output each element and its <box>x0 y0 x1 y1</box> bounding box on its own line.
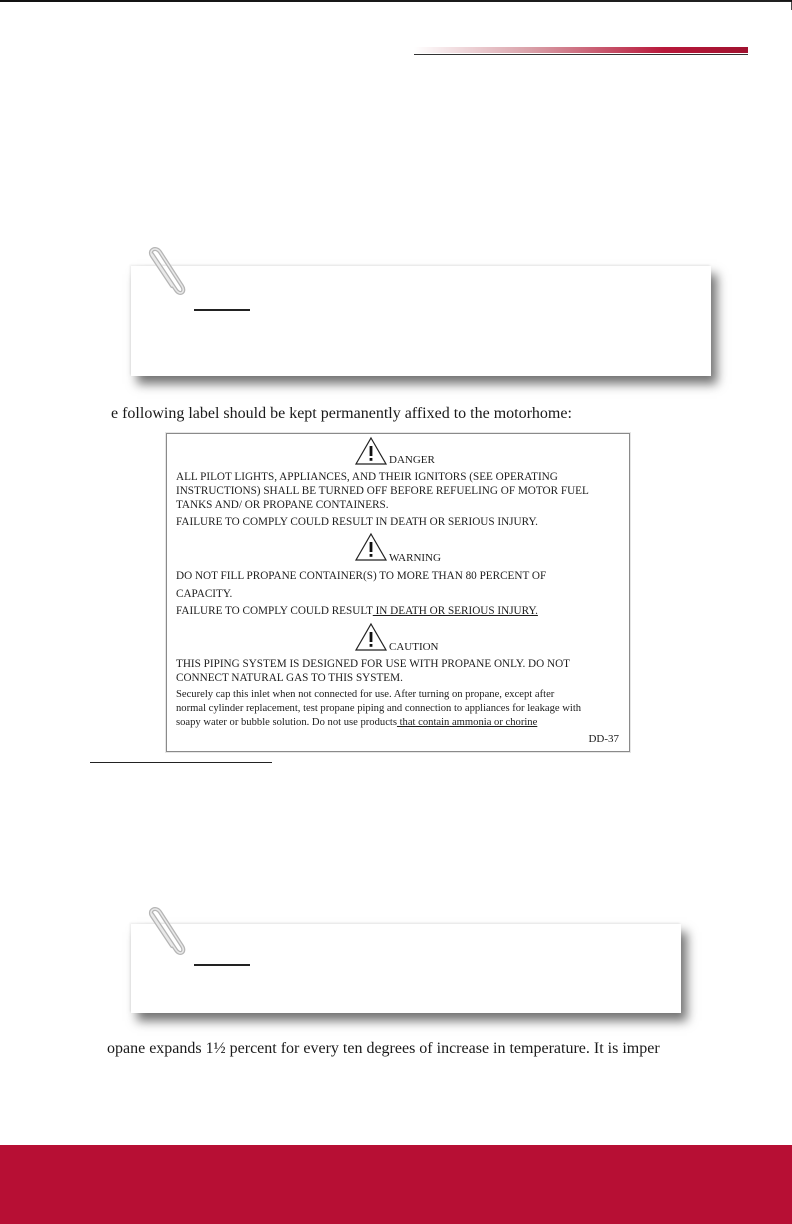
warning-triangle-icon <box>354 532 388 562</box>
header-accent-bar <box>414 47 748 53</box>
section-heading-underline <box>90 762 272 763</box>
caution-line-3: Securely cap this inlet when not connected for use. After turning on propane, except after <box>176 689 555 700</box>
top-rule <box>0 0 792 2</box>
danger-line-2: INSTRUCTIONS) SHALL BE TURNED OFF BEFORE REFUELING OF MOTOR FUEL <box>176 485 589 497</box>
paperclip-icon <box>140 240 190 300</box>
caution-triangle-icon <box>354 622 388 652</box>
label-intro-text: e following label should be kept permanently affixed to the motorhome: <box>111 405 572 422</box>
propane-expansion-text: opane expands 1½ percent for every ten degrees of increase in temperature. It is imper <box>107 1040 660 1057</box>
header-underline <box>414 54 748 55</box>
danger-triangle-icon <box>354 436 388 466</box>
caution-line-5a: soapy water or bubble solution. Do not use products <box>176 717 397 728</box>
warning-line-3a: FAILURE TO COMPLY COULD RESULT <box>176 605 373 617</box>
note-box <box>131 266 711 376</box>
top-rule-tail <box>780 0 792 10</box>
warning-line-3 <box>176 605 620 618</box>
danger-line-3: TANKS AND/ OR PROPANE CONTAINERS. <box>176 499 389 511</box>
danger-line-4: FAILURE TO COMPLY COULD RESULT IN DEATH OR SERIOUS INJURY. <box>176 516 538 528</box>
note-title-underline <box>194 964 250 966</box>
danger-line-1: ALL PILOT LIGHTS, APPLIANCES, AND THEIR IGNITORS (SEE OPERATING <box>176 471 558 483</box>
caution-line-2: CONNECT NATURAL GAS TO THIS SYSTEM. <box>176 672 403 684</box>
danger-word: DANGER <box>389 454 435 466</box>
caution-line-5b: that contain ammonia or chorine <box>396 717 538 728</box>
warning-line-1: DO NOT FILL PROPANE CONTAINER(S) TO MORE THAN 80 PERCENT OF <box>176 570 547 582</box>
caution-word: CAUTION <box>389 641 439 653</box>
warning-label-image <box>166 433 630 752</box>
paperclip-icon <box>140 900 190 960</box>
note-box <box>131 924 681 1013</box>
caution-line-5 <box>176 716 620 729</box>
warning-line-3b: IN DEATH OR SERIOUS INJURY. <box>372 605 538 617</box>
warning-line-2: CAPACITY. <box>176 588 233 600</box>
caution-line-1: THIS PIPING SYSTEM IS DESIGNED FOR USE WITH PROPANE ONLY. DO NOT <box>176 658 570 670</box>
caution-line-4: normal cylinder replacement, test propane piping and connection to appliances for leakage with <box>176 703 582 714</box>
warning-word: WARNING <box>389 552 441 564</box>
footer-bar <box>0 1145 792 1224</box>
label-code: DD-37 <box>588 733 619 745</box>
note-title-underline <box>194 309 250 311</box>
